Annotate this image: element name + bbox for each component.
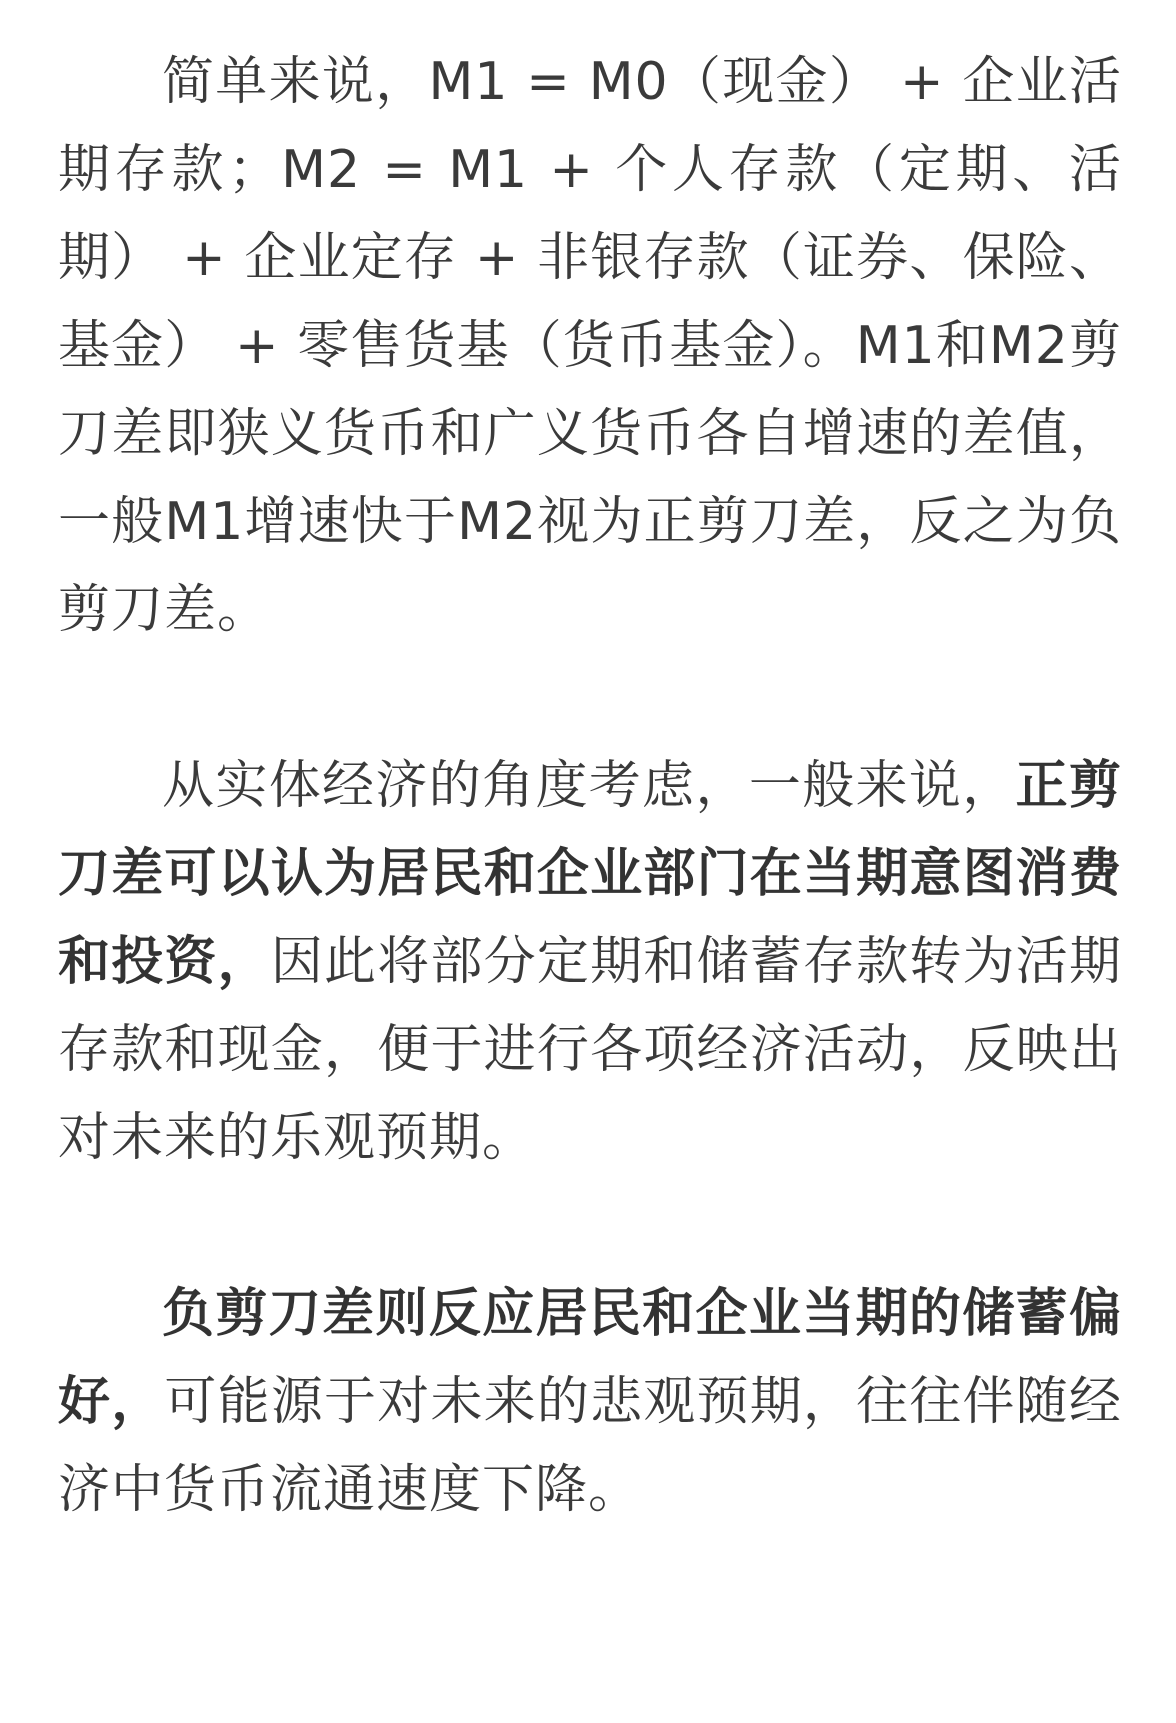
paragraph-positive-scissors-gap [58, 742, 1122, 1182]
bold-text-segment: 正剪刀差可以认为居民和企业部门在当期意图消费和投资， [58, 756, 1122, 992]
text-segment: 简单来说，M1 = M0（现金） + 企业活期存款；M2 = M1 + 个人存款（定期、活期） + 企业定存 + 非银存款（证券、保险、基金） + 零售货基（货币基金）。M1和M2剪刀差即狭义货币和广义货币各自增速的差值，一般M1增速快于M2视为正剪刀差，反之为负剪刀差。 [58, 52, 1122, 640]
bold-text-segment: 负剪刀差则反应居民和企业当期的储蓄偏好， [58, 1284, 1122, 1432]
text-segment: 因此将部分定期和储蓄存款转为活期存款和现金，便于进行各项经济活动，反映出对未来的乐观预期。 [58, 932, 1122, 1168]
text-segment: 可能源于对未来的悲观预期，往往伴随经济中货币流通速度下降。 [58, 1372, 1122, 1520]
paragraph-money-definition [58, 38, 1122, 654]
article-body [58, 38, 1122, 1534]
paragraph-negative-scissors-gap [58, 1270, 1122, 1534]
text-segment: 从实体经济的角度考虑，一般来说， [162, 756, 1016, 816]
